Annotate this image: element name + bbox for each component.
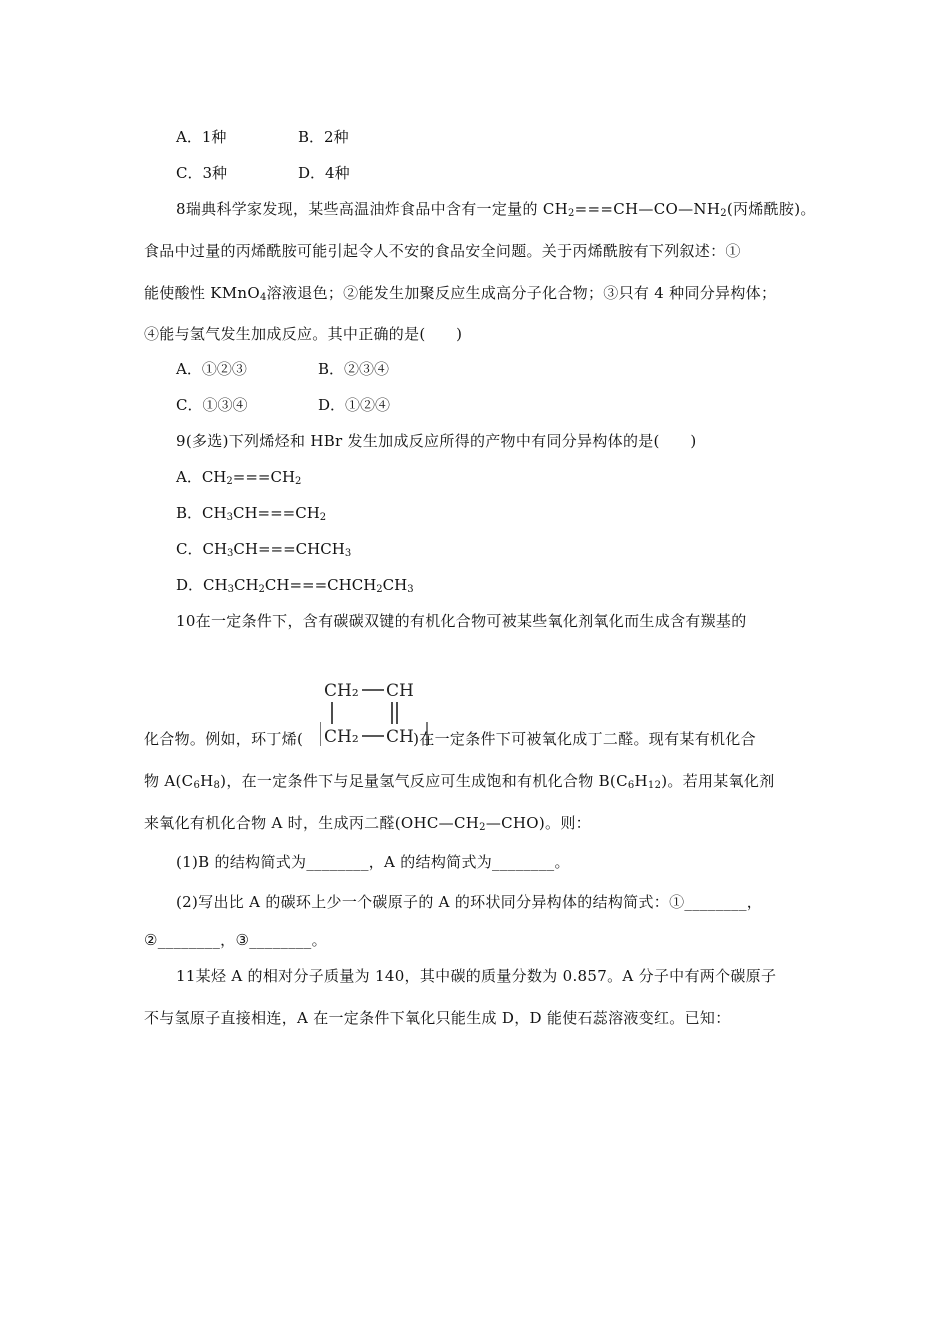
q9-option-c: C．$CH_3CH===CHCH_3$ xyxy=(176,540,352,559)
q8-stem-line-2: 食品中过量的丙烯酰胺可能引起令人不安的食品安全问题。关于丙烯酰胺有下列叙述：① xyxy=(144,242,741,260)
q8-option-d: D．①②④ xyxy=(318,396,391,414)
q8-stem-line-4: ④能与氢气发生加成反应。其中正确的是( ) xyxy=(144,325,463,343)
q8-option-a: A．①②③ xyxy=(176,360,247,378)
q11-stem-line-1: 11某烃 A 的相对分子质量为 140，其中碳的质量分数为 0.857。A 分子中有两个碳原子 xyxy=(176,967,777,985)
ring-top-left: CH₂ xyxy=(324,681,359,701)
q9-option-d: D．$CH_3CH_2CH===CHCH_2CH_3$ xyxy=(176,576,414,595)
q10-sub-question-1: (1)B 的结构简式为________，A 的结构简式为________。 xyxy=(176,853,570,871)
q9-option-a: A．$CH_2===CH_2$ xyxy=(176,468,302,487)
q10-sub-question-2: (2)写出比 A 的碳环上少一个碳原子的 A 的环状同分异构体的结构简式：①________， xyxy=(176,893,763,911)
q8-option-b: B．②③④ xyxy=(318,360,390,378)
q8-option-c: C．①③④ xyxy=(176,396,248,414)
ring-bottom-left: CH₂ xyxy=(324,727,359,747)
q11-stem-line-2: 不与氢原子直接相连，A 在一定条件下氧化只能生成 D，D 能使石蕊溶液变红。已知： xyxy=(144,1009,731,1027)
q9-option-b: B．$CH_3CH===CH_2$ xyxy=(176,504,327,523)
ring-bottom-right: CH xyxy=(386,727,414,747)
q8-stem-line-3: 能使酸性 KMnO$_4$溶液退色；②能发生加聚反应生成高分子化合物；③只有 4 种同分异构体； xyxy=(144,284,777,303)
q7-option-c: C．3种 xyxy=(176,164,228,182)
q10-stem-line-4: 来氧化有机化合物 A 时，生成丙二醛$(OHC—CH_2—CHO)$。则： xyxy=(144,814,591,833)
q7-option-a: A．1种 xyxy=(176,128,227,146)
q7-option-b: B．2种 xyxy=(298,128,349,146)
q9-stem: 9(多选)下列烯烃和 HBr 发生加成反应所得的产物中有同分异构体的是( ) xyxy=(176,432,697,450)
q7-option-d: D．4种 xyxy=(298,164,350,182)
ring-top-right: CH xyxy=(386,681,414,701)
q10-stem-line-2: 化合物。例如，环丁烯( )在一定条件下可被氧化成丁二醛。现有某有机化合 xyxy=(144,730,756,748)
q10-stem-line-3: 物 $A(C_6H_8)$，在一定条件下与足量氢气反应可生成饱和有机化合物 $B(C_6H_{12})$。若用某氧化剂 xyxy=(144,772,775,791)
q8-stem-line-1: 8瑞典科学家发现，某些高温油炸食品中含有一定量的 $CH_2===CH—CO—NH_2$(丙烯酰胺)。 xyxy=(176,200,816,219)
q10-stem-line-1: 10在一定条件下，含有碳碳双键的有机化合物可被某些氧化剂氧化而生成含有羰基的 xyxy=(176,612,747,630)
q10-sub-question-2-cont: ②________，③________。 xyxy=(144,931,327,949)
